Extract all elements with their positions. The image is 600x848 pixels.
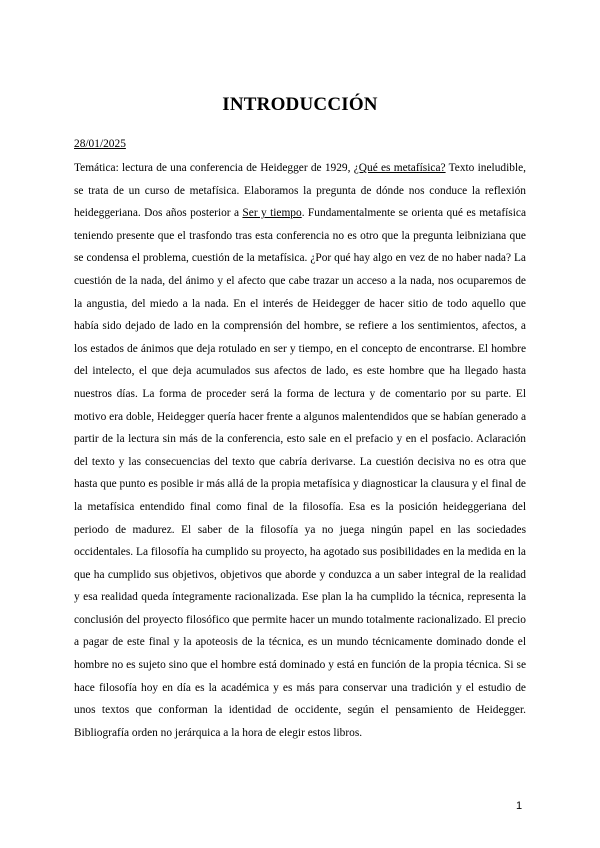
work-title-ser-y-tiempo: Ser y tiempo bbox=[242, 207, 302, 220]
date-heading: 28/01/2025 bbox=[74, 138, 126, 150]
body-paragraph bbox=[74, 157, 526, 744]
paragraph-text-2: Texto ineludible, se trata de un curso de metafísica. Elaboramos la pregunta de dónde nos conduce la reflexión heideggeriana. Dos años posterior a bbox=[74, 162, 527, 220]
paragraph-text-3: . Fundamentalmente se orienta qué es metafísica teniendo presente que el trasfondo tras esta conferencia no es otro que la pregunta leibniziana que se condensa el problema, cuestión de la metafísica. ¿Por qué hay algo en vez de no haber nada? La cuestión de la nada, del ánimo y el afecto que cabe trazar un acceso a la nada, nos ocuparemos de la angustia, del miedo a la nada. En el interés de Heidegger de hacer sitio de todo aquello que había sido dejado de lado en la comprensión del hombre, se refiere a los sentimientos, afectos, a los estados de ánimos que deja rotulado en ser y tiempo, en el concepto de encontrarse. El hombre del intelecto, el que deja acumulados sus afectos de lado, es este hombre que ha llegado hasta nuestros días. La forma de proceder será la forma de lectura y de comentario por su parte. El motivo era doble, Heidegger quería hacer frente a algunos malentendidos que se habían generado a partir de la lectura sin más de la conferencia, esto sale en el prefacio y en el posfacio. Aclaración del texto y las consecuencias del texto que cabría derivarse. La cuestión decisiva no es otra que hasta que punto es posible ir más allá de la propia metafísica y diagnosticar la clausura y el final de la metafísica entendido final como final de la filosofía. Esa es la posición heideggeriana del periodo de madurez. El saber de la filosofía ya no juega ningún papel en las sociedades occidentales. La filosofía ha cumplido su proyecto, ha agotado sus posibilidades en la medida en la que ha cumplido sus objetivos, objetivos que aborde y conduzca a un saber integral de la realidad y esa realidad queda íntegramente racionalizada. Ese plan la ha cumplido la técnica, representa la conclusión del proyecto filosófico que permite hacer un mundo totalmente racionalizado. El precio a pagar de este final y la apoteosis de la técnica, es un mundo técnicamente dominado donde el hombre no es sujeto sino que el hombre está dominado y está en función de la propia técnica. Si se hace filosofía hoy en día es la académica y es más para conservar una tradición y el estudio de unos textos que conforman la identidad de occidente, según el pensamiento de Heidegger. Bibliografía orden no jerárquica a la hora de elegir estos libros. bbox=[74, 207, 526, 739]
page-number: 1 bbox=[516, 800, 523, 812]
paragraph-text-1: Temática: lectura de una conferencia de Heidegger de 1929, bbox=[74, 162, 354, 174]
work-title-que-es-metafisica: ¿Qué es metafísica? bbox=[353, 162, 446, 174]
page-title: INTRODUCCIÓN bbox=[222, 94, 378, 115]
